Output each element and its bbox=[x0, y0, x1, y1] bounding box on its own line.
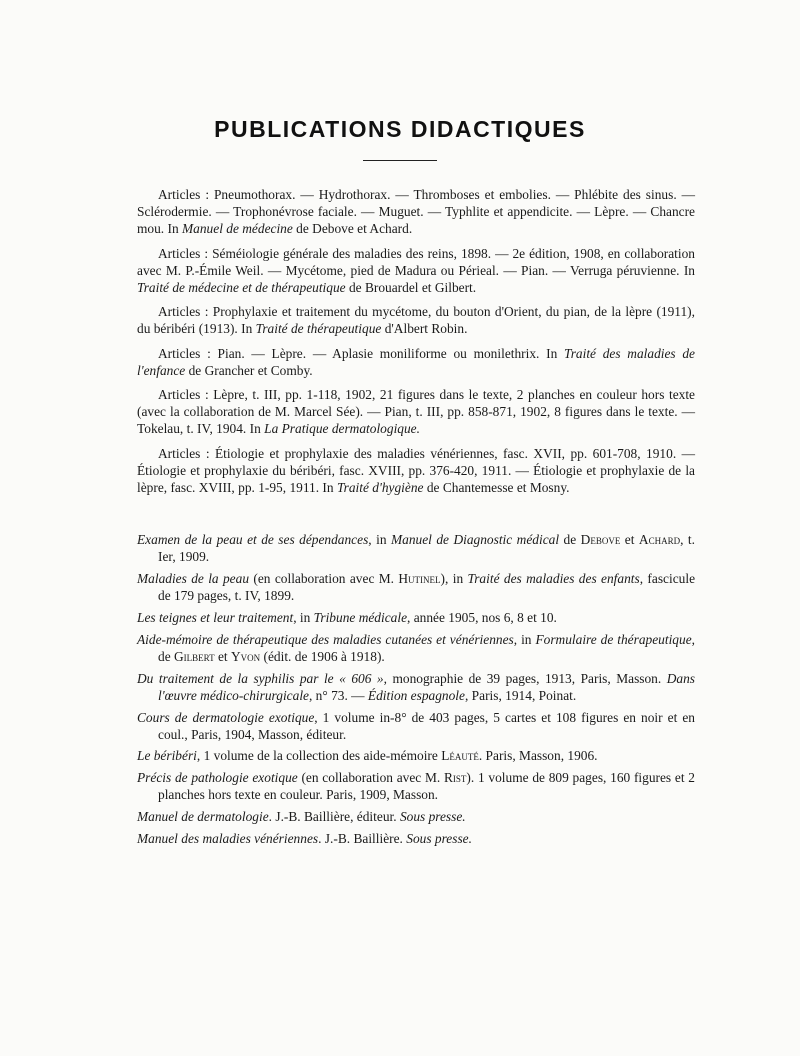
italic-title: Sous presse. bbox=[406, 830, 472, 846]
reference-entry: Du traitement de la syphilis par le « 606 », monographie de 39 pages, 1913, Paris, Masson. Dans l'œuvre médico-chirurgicale, n° 73. — Édition espagnole, Paris, 1914, Poinat. bbox=[137, 670, 696, 703]
reference-entry: Examen de la peau et de ses dépendances, in Manuel de Diagnostic médical de Debove et Achard, t. Ier, 1909. bbox=[137, 532, 695, 565]
author-name: Yvon bbox=[231, 648, 261, 664]
article-paragraph: Articles : Étiologie et prophylaxie des maladies vénériennes, fasc. XVII, pp. 601-708, 1910. — Étiologie et prophylaxie du béribéri, fasc. XVIII, pp. 376-420, 1911. — Étiologie et prophylaxie de la lèpre, fasc. XVIII, pp. 1-95, 1911. In Traité d'hygiène de Chantemesse et Mosny. bbox=[137, 445, 695, 496]
italic-title: Du traitement de la syphilis par le « 606 » bbox=[137, 670, 384, 686]
articles-section bbox=[137, 186, 695, 496]
page-title: PUBLICATIONS DIDACTIQUES bbox=[214, 116, 586, 142]
italic-title: Traité d'hygiène bbox=[336, 480, 424, 496]
italic-title: Maladies de la peau bbox=[137, 571, 250, 587]
article-paragraph: Articles : Prophylaxie et traitement du mycétome, du bouton d'Orient, du pian, de la lèpre (1911), du béribéri (1913). In Traité de thérapeutique d'Albert Robin. bbox=[137, 304, 695, 337]
article-paragraph: Articles : Lèpre, t. III, pp. 1-118, 1902, 21 figures dans le texte, 2 planches en couleur hors texte (avec la collaboration de M. Marcel Sée). — Pian, t. III, pp. 858-871, 1902, 8 figures dans le texte. — Tokelau, t. IV, 1904. In La Pratique dermatologique. bbox=[137, 387, 695, 437]
author-name: Debove bbox=[580, 532, 621, 548]
reference-entry: Manuel de dermatologie. J.-B. Baillière, éditeur. Sous presse. bbox=[137, 809, 466, 825]
italic-title: Manuel de médecine bbox=[182, 221, 293, 237]
italic-title: Le béribéri bbox=[137, 748, 197, 764]
reference-entry: Maladies de la peau (en collaboration avec M. Hutinel), in Traité des maladies des enfants, fascicule de 179 pages, t. IV, 1899. bbox=[137, 571, 696, 604]
document-body bbox=[137, 186, 695, 852]
italic-title: Manuel de Diagnostic médical bbox=[390, 532, 560, 548]
reference-entry: Cours de dermatologie exotique, 1 volume in-8° de 403 pages, 5 cartes et 108 figures en noir et en coul., Paris, 1904, Masson, éditeur. bbox=[137, 709, 695, 742]
italic-title: Dans l'œuvre médico-chirurgicale bbox=[158, 670, 696, 703]
reference-entry: Aide-mémoire de thérapeutique des maladies cutanées et vénériennes, in Formulaire de thérapeutique, de Gilbert et Yvon (édit. de 1906 à 1918). bbox=[137, 631, 695, 664]
references-section bbox=[137, 531, 695, 847]
italic-title: Manuel des maladies vénériennes bbox=[137, 830, 319, 846]
author-name: Hutinel bbox=[398, 571, 441, 587]
italic-title: La Pratique dermatologique. bbox=[264, 421, 420, 437]
author-name: Léauté bbox=[441, 748, 479, 764]
italic-title: Formulaire de thérapeutique bbox=[535, 631, 692, 647]
italic-title: Tribune médicale bbox=[313, 610, 408, 626]
reference-entry: Les teignes et leur traitement, in Tribune médicale, année 1905, nos 6, 8 et 10. bbox=[137, 610, 557, 626]
article-paragraph: Articles : Séméiologie générale des maladies des reins, 1898. — 2e édition, 1908, en collaboration avec M. P.-Émile Weil. — Mycétome, pied de Madura ou Périeal. — Pian. — Verruga péruvienne. In Traité de médecine et de thérapeutique de Brouardel et Gilbert. bbox=[137, 245, 695, 296]
author-name: Gilbert bbox=[174, 648, 215, 664]
reference-entry: Précis de pathologie exotique (en collaboration avec M. Rist). 1 volume de 809 pages, 160 figures et 2 planches hors texte en couleur. Paris, 1909, Masson. bbox=[137, 770, 695, 803]
italic-title: Cours de dermatologie exotique bbox=[137, 709, 315, 725]
italic-title: Précis de pathologie exotique bbox=[137, 770, 298, 786]
article-paragraph: Articles : Pian. — Lèpre. — Aplasie moniliforme ou monilethrix. In Traité des maladies de l'enfance de Grancher et Comby. bbox=[137, 345, 695, 378]
section-gap bbox=[137, 503, 695, 531]
italic-title: Édition espagnole bbox=[367, 687, 465, 703]
italic-title: Traité des maladies de l'enfance bbox=[137, 345, 695, 378]
italic-title: Les teignes et leur traitement bbox=[137, 610, 294, 626]
article-paragraph: Articles : Pneumothorax. — Hydrothorax. — Thromboses et embolies. — Phlébite des sinus. — Sclérodermie. — Trophonévrose faciale. — Muguet. — Typhlite et appendicite. — Lèpre. — Chancre mou. In Manuel de médecine de Debove et Achard. bbox=[137, 187, 695, 237]
author-name: Achard bbox=[638, 532, 681, 548]
italic-title: Manuel de dermatologie bbox=[137, 809, 269, 825]
italic-title: Examen de la peau et de ses dépendances bbox=[137, 532, 369, 548]
italic-title: Aide-mémoire de thérapeutique des maladies cutanées et vénériennes bbox=[137, 631, 514, 647]
italic-title: Traité des maladies des enfants bbox=[467, 571, 640, 587]
reference-entry: Le béribéri, 1 volume de la collection des aide-mémoire Léauté. Paris, Masson, 1906. bbox=[137, 748, 598, 764]
reference-entry: Manuel des maladies vénériennes. J.-B. Baillière. Sous presse. bbox=[137, 830, 472, 846]
italic-title: Traité de thérapeutique bbox=[255, 321, 382, 337]
author-name: Rist bbox=[443, 770, 467, 786]
title-underline bbox=[363, 160, 437, 161]
italic-title: Traité de médecine et de thérapeutique bbox=[137, 280, 346, 296]
italic-title: Sous presse. bbox=[399, 809, 466, 825]
